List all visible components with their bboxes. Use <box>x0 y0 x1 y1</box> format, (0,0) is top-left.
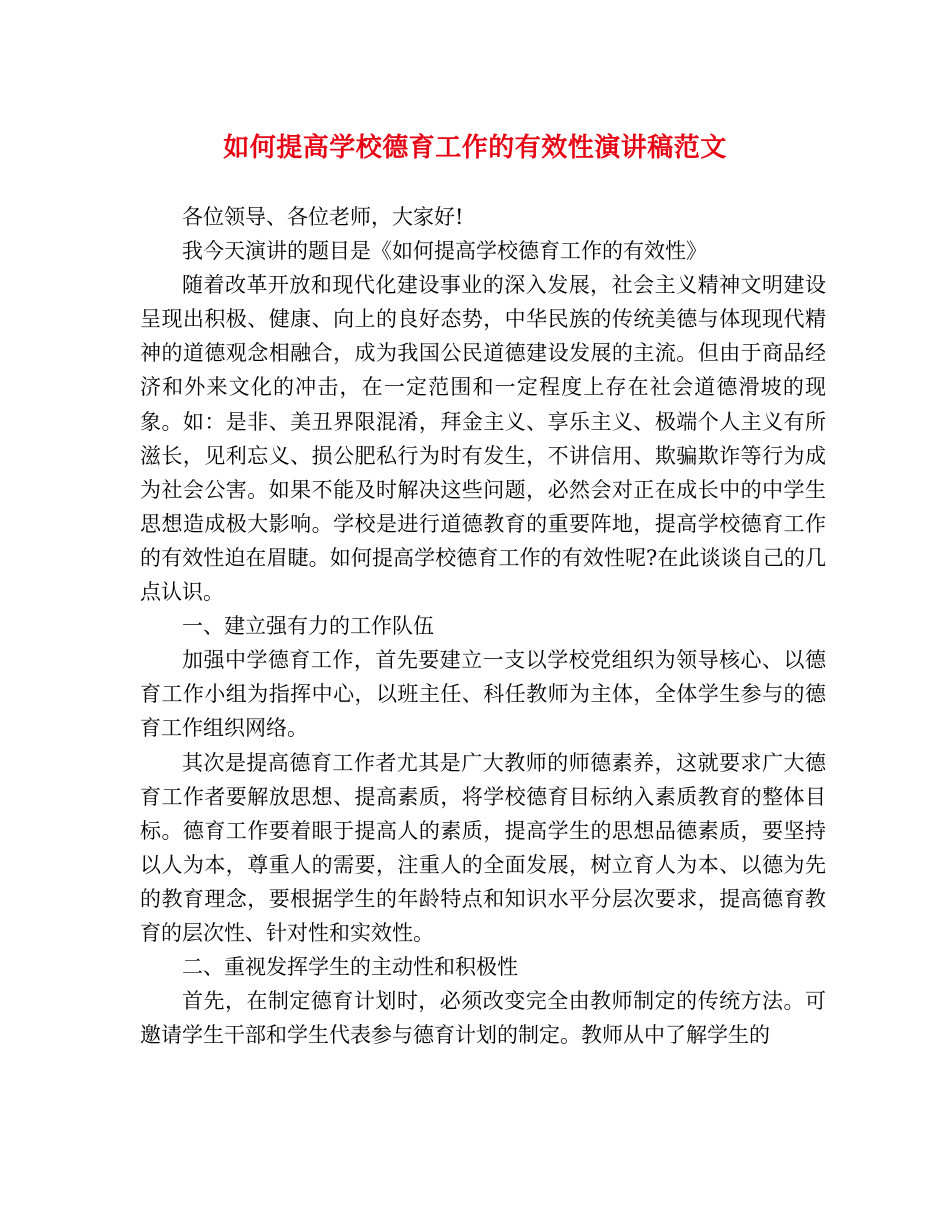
paragraph-section-1-b: 其次是提高德育工作者尤其是广大教师的师德素养，这就要求广大德育工作者要解放思想、提高素质，将学校德育目标纳入素质教育的整体目标。德育工作要着眼于提高人的素质，提高学生的思想品德素质，要坚持以人为本，尊重人的需要，注重人的全面发展，树立育人为本、以德为先的教育理念，要根据学生的年龄特点和知识水平分层次要求，提高德育教育的层次性、针对性和实效性。 <box>140 750 826 945</box>
section-heading-1: 一、建立强有力的工作队伍 <box>182 614 434 639</box>
paragraph-section-1-a: 加强中学德育工作，首先要建立一支以学校党组织为领导核心、以德育工作小组为指挥中心，以班主任、科任教师为主体，全体学生参与的德育工作组织网络。 <box>140 648 826 741</box>
paragraph-topic: 我今天演讲的题目是《如何提高学校德育工作的有效性》 <box>182 239 707 264</box>
paragraph-greeting: 各位领导、各位老师，大家好! <box>182 205 464 229</box>
paragraph-section-2-a: 首先，在制定德育计划时，必须改变完全由教师制定的传统方法。可邀请学生干部和学生代表参与德育计划的制定。教师从中了解学生的 <box>140 989 826 1048</box>
section-heading-2: 二、重视发挥学生的主动性和积极性 <box>182 955 518 980</box>
document-title: 如何提高学校德育工作的有效性演讲稿范文 <box>223 133 727 163</box>
document-body <box>140 200 826 1052</box>
paragraph-introduction: 随着改革开放和现代化建设事业的深入发展，社会主义精神文明建设呈现出积极、健康、向上的良好态势，中华民族的传统美德与体现现代精神的道德观念相融合，成为我国公民道德建设发展的主流。但由于商品经济和外来文化的冲击，在一定范围和一定程度上存在社会道德滑坡的现象。如：是非、美丑界限混淆，拜金主义、享乐主义、极端个人主义有所滋长，见利忘义、损公肥私行为时有发生，不讲信用、欺骗欺诈等行为成为社会公害。如果不能及时解决这些问题，必然会对正在成长中的中学生思想造成极大影响。学校是进行道德教育的重要阵地，提高学校德育工作的有效性迫在眉睫。如何提高学校德育工作的有效性呢?在此谈谈自己的几点认识。 <box>140 273 826 605</box>
